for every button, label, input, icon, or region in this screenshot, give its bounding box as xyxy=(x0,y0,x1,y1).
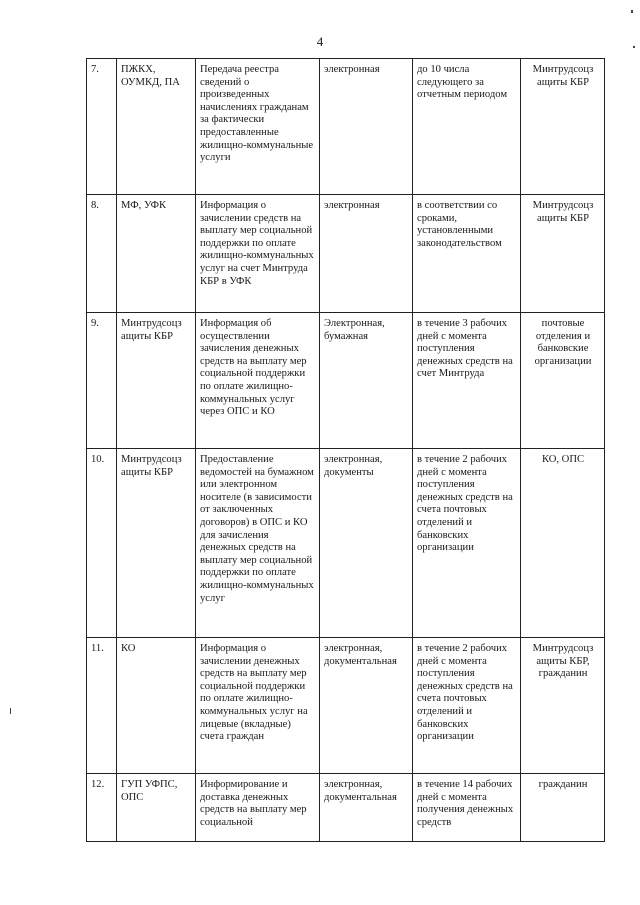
action-cell: Информация о зачислении средств на выплату мер социальной поддержки по оплате жилищно-коммунальных услуг на счет Минтруда КБР в УФК xyxy=(196,195,320,313)
row-number: 12. xyxy=(87,774,117,842)
participant-cell: МФ, УФК xyxy=(117,195,196,313)
deadline-cell: в течение 3 рабочих дней с момента поступления денежных средств на счет Минтруда xyxy=(413,313,521,449)
deadline-cell: в течение 14 рабочих дней с момента получения денежных средств xyxy=(413,774,521,842)
action-cell: Информация о зачислении денежных средств на выплату мер социальной поддержки по оплате жилищно-коммунальных услуг на лицевые (вкладные) счета граждан xyxy=(196,638,320,774)
action-cell: Информация об осуществлении зачисления денежных средств на выплату мер социальной поддержки по оплате жилищно-коммунальных услуг через ОПС и КО xyxy=(196,313,320,449)
table-row xyxy=(87,638,605,774)
deadline-cell: в течение 2 рабочих дней с момента поступления денежных средств на счета почтовых отделений и банковских организации xyxy=(413,638,521,774)
participant-cell: ПЖКХ, ОУМКД, ПА xyxy=(117,59,196,195)
row-number: 7. xyxy=(87,59,117,195)
table-row xyxy=(87,313,605,449)
scan-speck xyxy=(631,10,633,13)
row-number: 10. xyxy=(87,449,117,638)
form-cell: электронная, документальная xyxy=(320,638,413,774)
recipient-cell: Минтрудсоцз ащиты КБР xyxy=(521,59,605,195)
participant-cell: КО xyxy=(117,638,196,774)
process-table xyxy=(86,58,605,842)
scan-speck xyxy=(633,46,635,48)
participant-cell: ГУП УФПС, ОПС xyxy=(117,774,196,842)
recipient-cell: гражданин xyxy=(521,774,605,842)
row-number: 8. xyxy=(87,195,117,313)
form-cell: электронная xyxy=(320,195,413,313)
row-number: 9. xyxy=(87,313,117,449)
scan-speck xyxy=(10,708,11,714)
table-row xyxy=(87,449,605,638)
recipient-cell: Минтрудсоцз ащиты КБР, гражданин xyxy=(521,638,605,774)
page-number: 4 xyxy=(316,34,324,49)
row-number: 11. xyxy=(87,638,117,774)
deadline-cell: в течение 2 рабочих дней с момента поступления денежных средств на счета почтовых отделений и банковских организации xyxy=(413,449,521,638)
deadline-cell: до 10 числа следующего за отчетным периодом xyxy=(413,59,521,195)
action-cell: Предоставление ведомостей на бумажном или электронном носителе (в зависимости от заключенных договоров) в ОПС и КО для зачисления денежных средств на выплату мер социальной поддержки по оплате жилищно-коммунальных услуг xyxy=(196,449,320,638)
form-cell: электронная, документы xyxy=(320,449,413,638)
recipient-cell: почтовые отделения и банковские организации xyxy=(521,313,605,449)
recipient-cell: КО, ОПС xyxy=(521,449,605,638)
action-cell: Передача реестра сведений о произведенных начислениях гражданам за фактически предоставленные жилищно-коммунальные услуги xyxy=(196,59,320,195)
table-row xyxy=(87,59,605,195)
recipient-cell: Минтрудсоцз ащиты КБР xyxy=(521,195,605,313)
action-cell: Информирование и доставка денежных средств на выплату мер социальной xyxy=(196,774,320,842)
form-cell: Электронная, бумажная xyxy=(320,313,413,449)
form-cell: электронная xyxy=(320,59,413,195)
form-cell: электронная, документальная xyxy=(320,774,413,842)
table-row xyxy=(87,195,605,313)
participant-cell: Минтрудсоцз ащиты КБР xyxy=(117,313,196,449)
table-row xyxy=(87,774,605,842)
participant-cell: Минтрудсоцз ащиты КБР xyxy=(117,449,196,638)
deadline-cell: в соответствии со сроками, установленными законодательством xyxy=(413,195,521,313)
